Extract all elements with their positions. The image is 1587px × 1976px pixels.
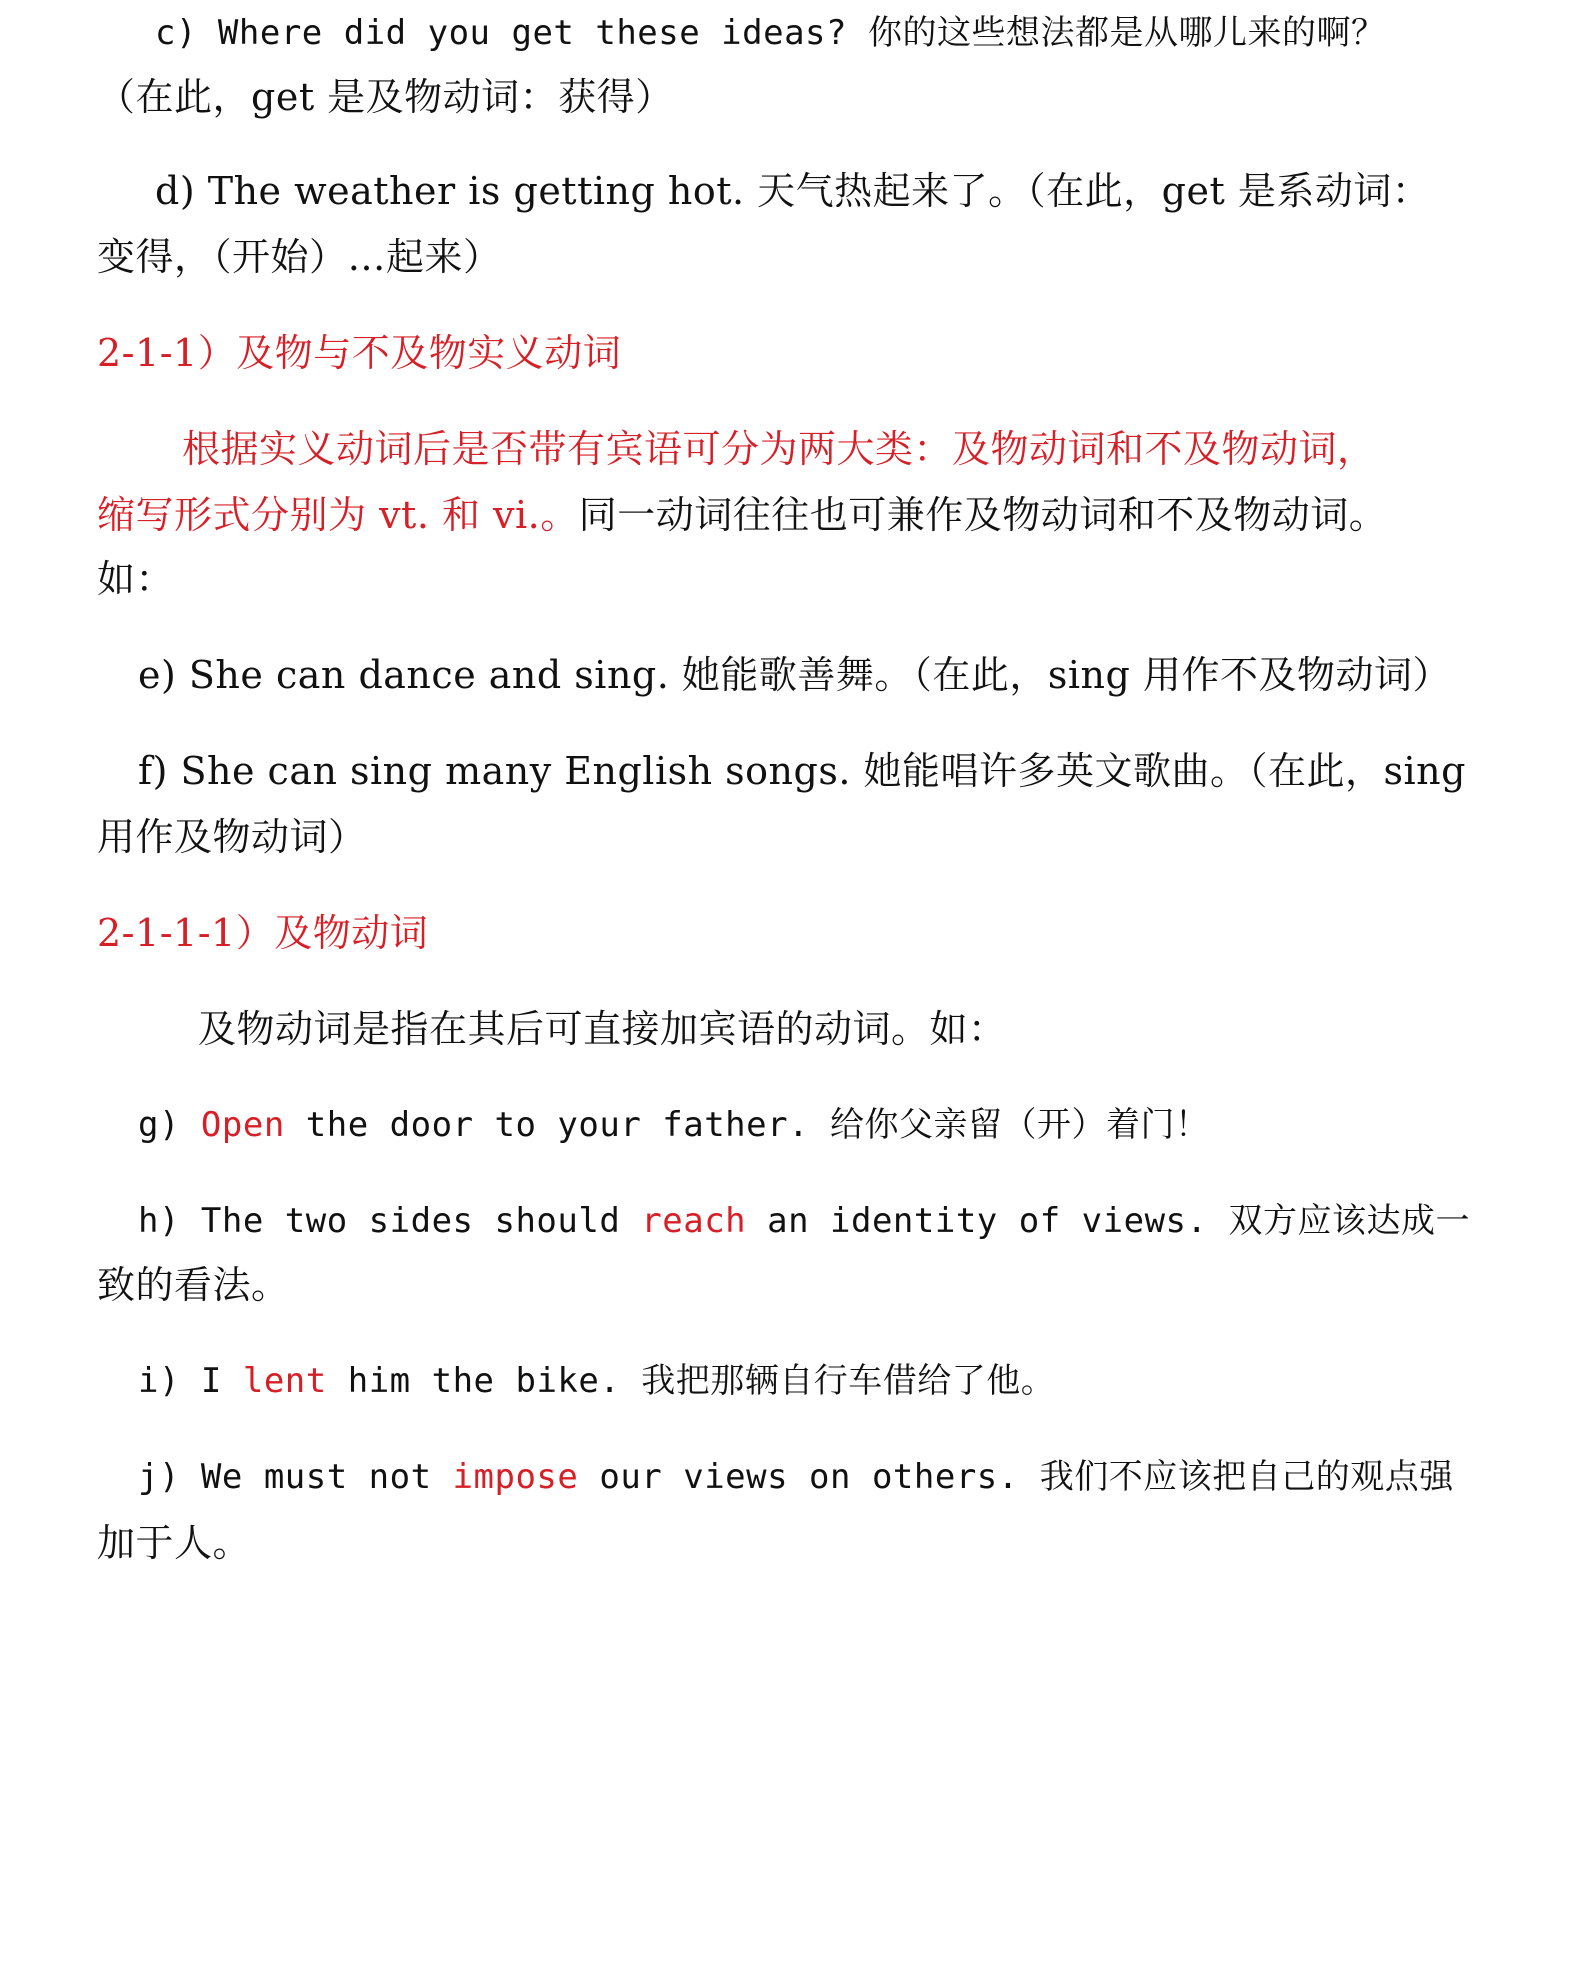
example-h-line2: 致的看法。	[97, 1263, 290, 1307]
example-j-suffix: our views on others. 我们不应该把自己的观点强	[578, 1457, 1454, 1497]
example-h-line1	[138, 1198, 1507, 1244]
example-i	[138, 1358, 1507, 1404]
section-heading-2-1-1: 2-1-1）及物与不及物实义动词	[97, 331, 622, 375]
example-g-suffix: the door to your father. 给你父亲留（开）着门！	[284, 1105, 1210, 1145]
paragraph-line2	[97, 492, 1507, 538]
example-d-line2: 变得，（开始）…起来）	[97, 235, 502, 279]
example-h-prefix: h) The two sides should	[138, 1201, 642, 1241]
paragraph-line2-black: 同一动词往往也可兼作及物动词和不及物动词。	[578, 493, 1388, 537]
example-e: e) She can dance and sing. 她能歌善舞。（在此，sing 用作不及物动词）	[138, 653, 1451, 697]
example-i-verb: lent	[242, 1361, 327, 1401]
example-f-line2: 用作及物动词）	[97, 815, 367, 859]
example-j-line1	[138, 1454, 1507, 1500]
example-f-line1: f) She can sing many English songs. 她能唱许多英文歌曲。（在此，sing	[138, 749, 1466, 793]
example-j-prefix: j) We must not	[138, 1457, 453, 1497]
example-c-line1: c) Where did you get these ideas? 你的这些想法都是从哪儿来的啊？	[155, 13, 1386, 53]
example-c-line2: （在此，get 是及物动词：获得）	[97, 75, 674, 119]
example-i-suffix: him the bike. 我把那辆自行车借给了他。	[326, 1361, 1056, 1401]
example-j-verb: impose	[452, 1457, 579, 1497]
section-heading-2-1-1-1: 2-1-1-1）及物动词	[97, 911, 429, 955]
paragraph-line3: 如：	[97, 557, 175, 601]
example-g-prefix: g)	[138, 1105, 201, 1145]
example-i-prefix: i) I	[138, 1361, 243, 1401]
example-g	[138, 1102, 1507, 1148]
example-h-verb: reach	[641, 1201, 747, 1241]
example-d-line1: d) The weather is getting hot. 天气热起来了。（在此，get 是系动词：	[155, 169, 1431, 213]
paragraph-line1: 根据实义动词后是否带有宾语可分为两大类：及物动词和不及物动词，	[182, 427, 1376, 471]
paragraph-line2-red: 缩写形式分别为 vt. 和 vi.。	[97, 493, 579, 537]
example-j-line2: 加于人。	[97, 1521, 252, 1565]
definition-paragraph: 及物动词是指在其后可直接加宾语的动词。如：	[198, 1007, 1007, 1051]
example-h-suffix: an identity of views. 双方应该达成一	[746, 1201, 1470, 1241]
example-g-verb: Open	[200, 1105, 285, 1145]
